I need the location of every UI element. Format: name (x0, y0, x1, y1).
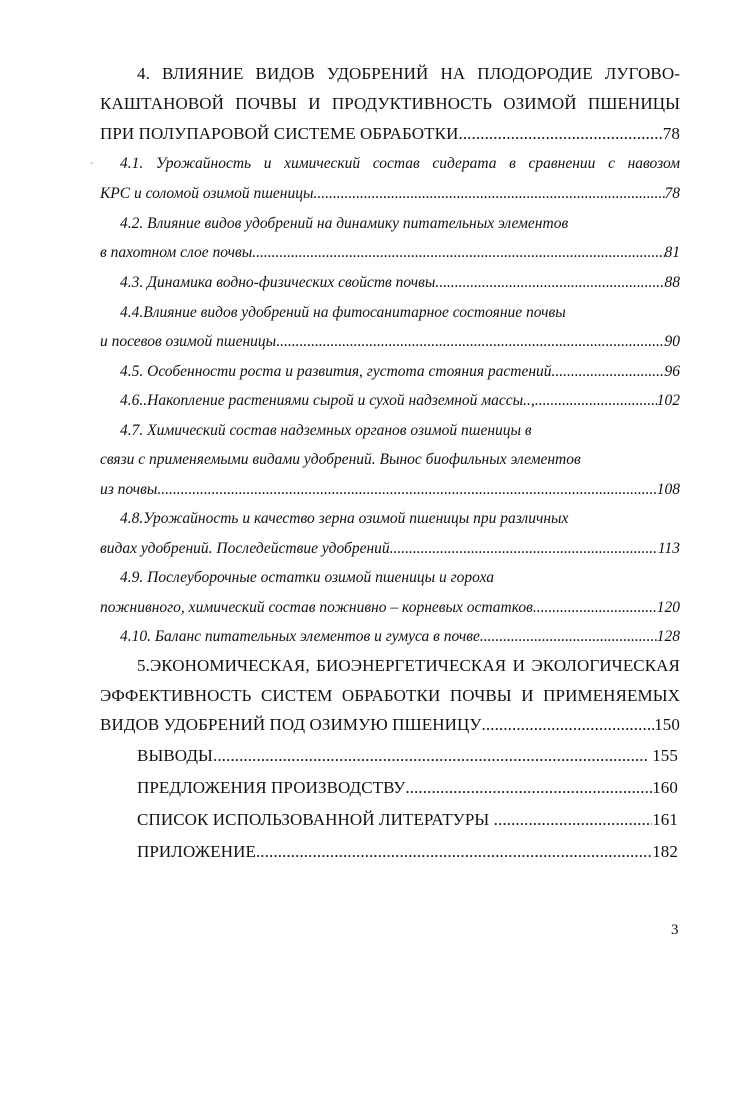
toc-appendix (137, 842, 678, 862)
toc-s41-line2 (100, 184, 680, 204)
toc-s47-line3-text: из почвы (100, 481, 158, 498)
toc-leader-dots (458, 124, 662, 144)
toc-s410-page: 128 (656, 628, 680, 645)
page-number: 3 (671, 922, 679, 938)
toc-ch4-line3 (100, 124, 680, 144)
toc-s48-line2 (100, 539, 680, 559)
toc-s41-line1: 4.1. Урожайность и химический состав сидерата в сравнении с навозом (120, 155, 680, 172)
toc-s48-line2-text: видах удобрений. Последействие удобрений (100, 540, 390, 557)
toc-proposals-page: 160 (652, 778, 678, 797)
toc-leader-dots (256, 842, 652, 862)
toc-appendix-label: ПРИЛОЖЕНИЕ (137, 842, 256, 861)
toc-s42-line2 (100, 243, 680, 263)
toc-references (137, 810, 678, 830)
toc-s45-text: 4.5. Особенности роста и развития, густота стояния растений (120, 363, 552, 380)
toc-s45-line1 (120, 362, 680, 382)
toc-s49-line2 (100, 598, 680, 618)
toc-ch4-line3-text: ПРИ ПОЛУПАРОВОЙ СИСТЕМЕ ОБРАБОТКИ (100, 124, 459, 143)
toc-leader-dots (480, 627, 657, 647)
toc-s43-page: 88 (664, 274, 680, 291)
toc-leader-dots (535, 391, 657, 411)
toc-s46-line1 (120, 391, 680, 411)
toc-s42-line1: 4.2. Влияние видов удобрений на динамику питательных элементов (120, 215, 569, 232)
toc-s47-line3 (100, 480, 680, 500)
toc-appendix-page: 182 (652, 842, 678, 861)
toc-leader-dots (213, 746, 648, 766)
toc-leader-dots (157, 480, 656, 500)
toc-leader-dots (390, 539, 658, 559)
toc-s41-page: 78 (664, 185, 680, 202)
toc-proposals (137, 778, 678, 798)
toc-s45-page: 96 (664, 363, 680, 380)
toc-s42-line2-text: в пахотном слое почвы (100, 244, 253, 261)
toc-ch5-line3-text: ВИДОВ УДОБРЕНИЙ ПОД ОЗИМУЮ ПШЕНИЦУ (100, 715, 482, 734)
toc-leader-dots (533, 598, 657, 618)
toc-s47-line1: 4.7. Химический состав надземных органов озимой пшеницы в (120, 422, 532, 439)
toc-ch4-line2: КАШТАНОВОЙ ПОЧВЫ И ПРОДУКТИВНОСТЬ ОЗИМОЙ ПШЕНИЦЫ (100, 94, 680, 113)
toc-leader-dots (313, 184, 664, 204)
toc-leader-dots (276, 332, 664, 352)
toc-s44-page: 90 (664, 333, 680, 350)
toc-ch5-line3 (100, 715, 680, 735)
toc-s49-line2-text: пожнивного, химический состав пожнивно – корневых остатков (100, 599, 533, 616)
toc-s49-line1: 4.9. Послеуборочные остатки озимой пшеницы и гороха (120, 569, 494, 586)
toc-s42-page: 81 (664, 244, 680, 261)
toc-ch5-page: 150 (654, 715, 680, 734)
toc-conclusions (137, 746, 678, 766)
toc-leader-dots (552, 362, 665, 382)
toc-conclusions-label: ВЫВОДЫ (137, 746, 213, 765)
toc-s48-page: 113 (657, 540, 680, 557)
toc-leader-dots (252, 243, 664, 263)
toc-s410-text: 4.10. Баланс питательных элементов и гумуса в почве (120, 628, 480, 645)
toc-ch4-line1: 4. ВЛИЯНИЕ ВИДОВ УДОБРЕНИЙ НА ПЛОДОРОДИЕ ЛУГОВО- (137, 64, 680, 83)
toc-ch5-line1: 5.ЭКОНОМИЧЕСКАЯ, БИОЭНЕРГЕТИЧЕСКАЯ И ЭКОЛОГИЧЕСКАЯ (137, 656, 680, 675)
toc-leader-dots (482, 715, 655, 735)
toc-s46-text: 4.6..Накопление растениями сырой и сухой надземной массы.., (120, 392, 535, 409)
toc-conclusions-page: 155 (652, 746, 678, 765)
toc-s47-line2: связи с применяемыми видами удобрений. Вынос биофильных элементов (100, 451, 581, 468)
toc-s44-line2-text: и посевов озимой пшеницы (100, 333, 277, 350)
toc-leader-dots (502, 810, 652, 830)
toc-references-label: СПИСОК ИСПОЛЬЗОВАННОЙ ЛИТЕРАТУРЫ .. (137, 810, 503, 829)
toc-s44-line1: 4.4.Влияние видов удобрений на фитосанитарное состояние почвы (120, 304, 566, 321)
toc-s48-line1: 4.8.Урожайность и качество зерна озимой пшеницы при различных (120, 510, 569, 527)
toc-s46-page: 102 (656, 392, 680, 409)
toc-references-page: 161 (652, 810, 678, 829)
toc-proposals-label: ПРЕДЛОЖЕНИЯ ПРОИЗВОДСТВУ (137, 778, 406, 797)
toc-s44-line2 (100, 332, 680, 352)
toc-ch5-line2: ЭФФЕКТИВНОСТЬ СИСТЕМ ОБРАБОТКИ ПОЧВЫ И ПРИМЕНЯЕМЫХ (100, 686, 680, 705)
scan-speck: ` (90, 162, 94, 173)
toc-s41-line2-text: КРС и соломой озимой пшеницы (100, 185, 314, 202)
toc-leader-dots (405, 778, 652, 798)
toc-leader-dots (435, 273, 664, 293)
toc-s43-line1 (120, 273, 680, 293)
toc-ch4-page: 78 (662, 124, 680, 143)
toc-s410-line1 (120, 627, 680, 647)
toc-s49-page: 120 (656, 599, 680, 616)
toc-s43-text: 4.3. Динамика водно-физических свойств почвы (120, 274, 436, 291)
toc-s47-page: 108 (656, 481, 680, 498)
